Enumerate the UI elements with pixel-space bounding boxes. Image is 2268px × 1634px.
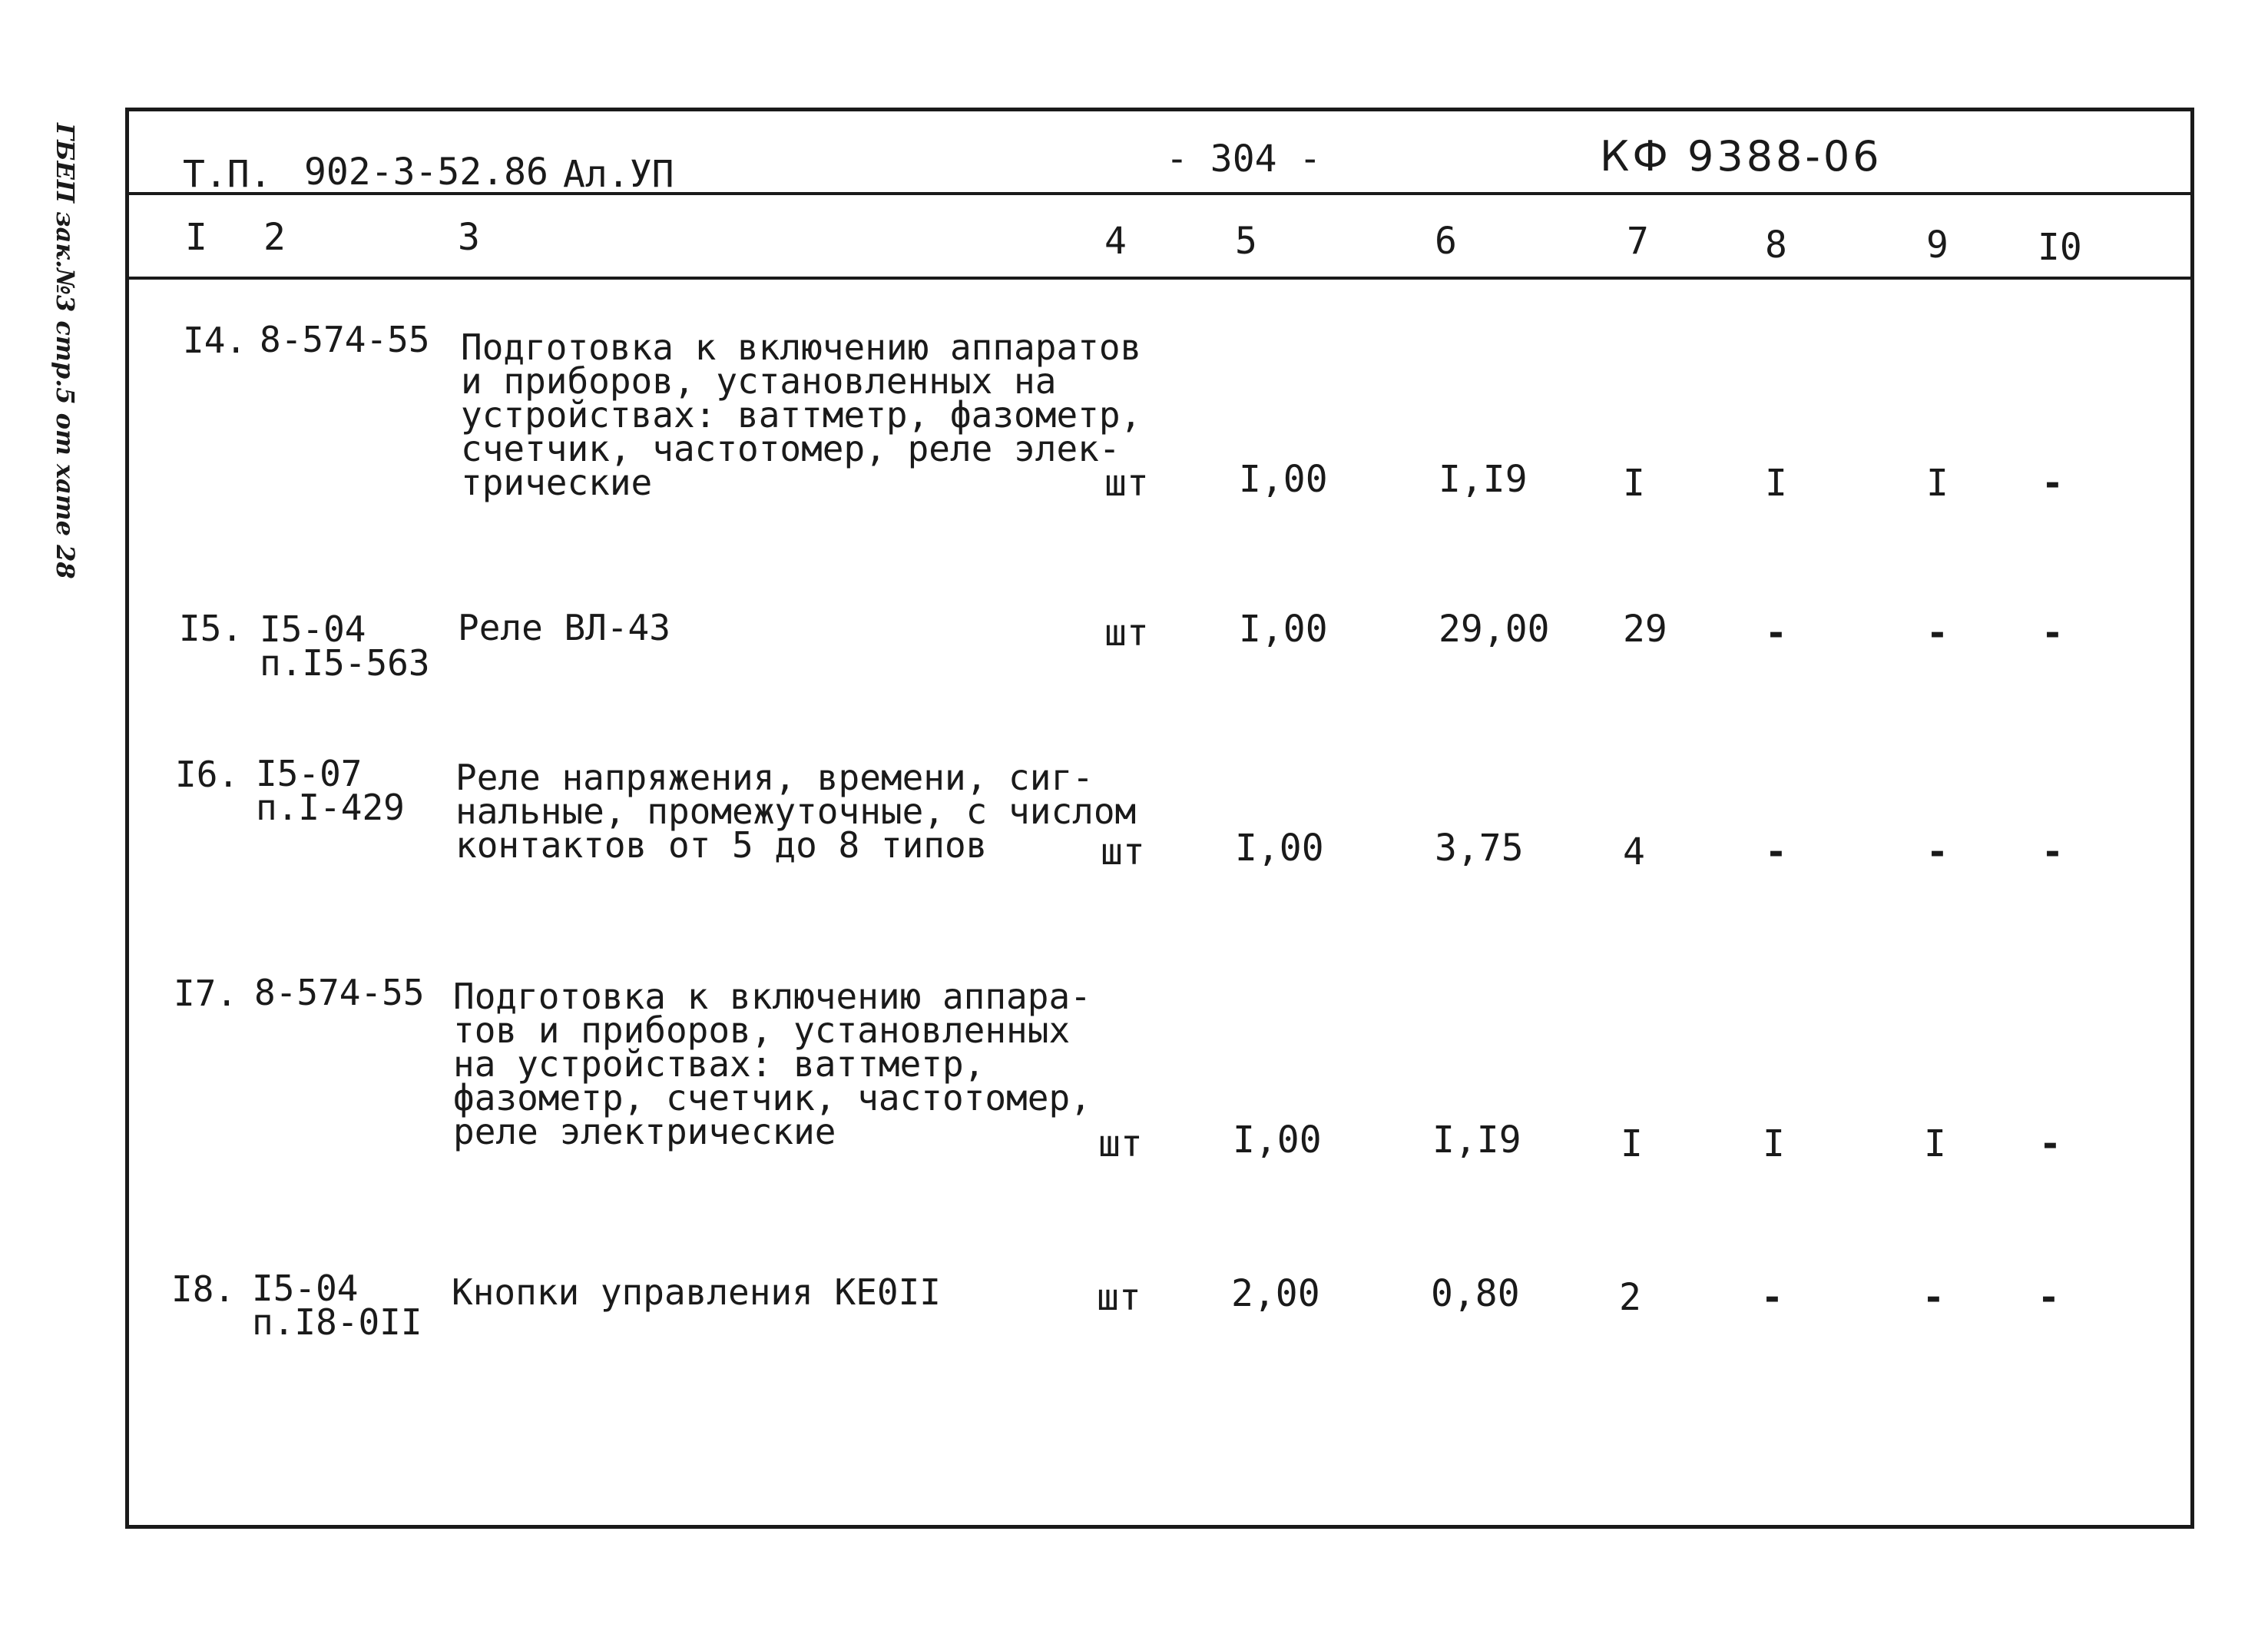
row-value-7: 4 — [1623, 830, 1645, 873]
row-code: I5-07 п.I-429 — [256, 753, 405, 828]
row-unit: шт — [1101, 830, 1145, 873]
row-number: I6. — [175, 754, 240, 795]
row-number: I7. — [174, 973, 238, 1014]
row-unit: шт — [1097, 1276, 1141, 1319]
row-value-8: I — [1763, 1122, 1785, 1165]
row-description: Кнопки управления КЕ0II — [452, 1271, 941, 1313]
row-description: Подготовка к включению аппаратов и приборов, установленных на устройствах: ваттметр, фазометр, счетчик, частотомер, реле элек- трические — [461, 326, 1142, 503]
row-number: I4. — [183, 320, 247, 361]
column-number-2: 2 — [263, 216, 286, 259]
row-value-10: - — [2041, 462, 2064, 505]
column-number-4: 4 — [1104, 220, 1127, 263]
side-annotation: ГБЕП зак.№3 стр.5 от хате 28 — [51, 123, 80, 579]
row-value-7: 29 — [1623, 608, 1667, 651]
row-value-9: - — [1922, 1276, 1945, 1319]
column-number-10: I0 — [2038, 226, 2082, 269]
row-value-10: - — [2038, 1276, 2060, 1319]
row-value-10: - — [2041, 830, 2064, 873]
project-number: 902-3-52.86 — [304, 151, 548, 194]
row-unit: шт — [1104, 612, 1149, 655]
column-number-6: 6 — [1435, 220, 1457, 263]
row-description: Реле напряжения, времени, сиг- нальные, промежуточные, с числом контактов от 5 до 8 типов — [455, 757, 1137, 866]
album-label: Ал.УП — [563, 153, 674, 196]
document-sheet — [125, 108, 2194, 1529]
row-description: Подготовка к включению аппара- тов и приборов, установленных на устройствах: ваттметр, фазометр, счетчик, частотомер, реле электрические — [453, 976, 1091, 1152]
row-value-7: 2 — [1619, 1276, 1641, 1319]
row-code: I5-04 п.I5-563 — [260, 608, 430, 684]
row-code: I5-04 п.I8-0II — [252, 1268, 422, 1343]
series-label: Т.П. — [183, 153, 272, 196]
header-divider — [129, 192, 2190, 195]
row-value-7: I — [1623, 462, 1645, 505]
row-code: 8-574-55 — [260, 319, 430, 360]
row-quantity: 2,00 — [1231, 1272, 1320, 1315]
column-number-5: 5 — [1235, 220, 1257, 263]
document-code: КФ 9388-06 — [1600, 132, 1882, 181]
row-value-8: - — [1765, 612, 1787, 655]
row-unit: шт — [1104, 462, 1149, 505]
row-value-8: - — [1761, 1276, 1783, 1319]
row-value-6: 29,00 — [1439, 608, 1550, 651]
column-number-1: I — [185, 216, 207, 259]
row-value-6: 3,75 — [1435, 827, 1524, 870]
row-value-6: I,I9 — [1432, 1119, 1521, 1162]
columns-divider — [129, 277, 2190, 280]
row-unit: шт — [1098, 1122, 1143, 1165]
row-quantity: I,00 — [1235, 827, 1324, 870]
row-quantity: I,00 — [1239, 458, 1328, 501]
column-number-8: 8 — [1765, 224, 1787, 267]
column-number-7: 7 — [1627, 220, 1649, 263]
row-value-10: - — [2039, 1122, 2061, 1165]
row-value-7: I — [1621, 1122, 1643, 1165]
row-quantity: I,00 — [1233, 1119, 1322, 1162]
row-value-10: - — [2041, 612, 2064, 655]
row-quantity: I,00 — [1239, 608, 1328, 651]
column-number-9: 9 — [1926, 224, 1948, 267]
row-number: I8. — [171, 1268, 236, 1310]
row-value-8: - — [1765, 830, 1787, 873]
page-number: - 304 - — [1166, 138, 1322, 181]
column-number-3: 3 — [458, 216, 480, 259]
row-value-6: 0,80 — [1431, 1272, 1520, 1315]
row-description: Реле ВЛ-43 — [458, 607, 670, 648]
row-number: I5. — [179, 608, 243, 649]
row-value-9: - — [1926, 612, 1948, 655]
row-code: 8-574-55 — [254, 972, 425, 1013]
row-value-9: I — [1926, 462, 1948, 505]
row-value-8: I — [1765, 462, 1787, 505]
row-value-9: - — [1926, 830, 1948, 873]
row-value-6: I,I9 — [1439, 458, 1528, 501]
row-value-9: I — [1924, 1122, 1946, 1165]
